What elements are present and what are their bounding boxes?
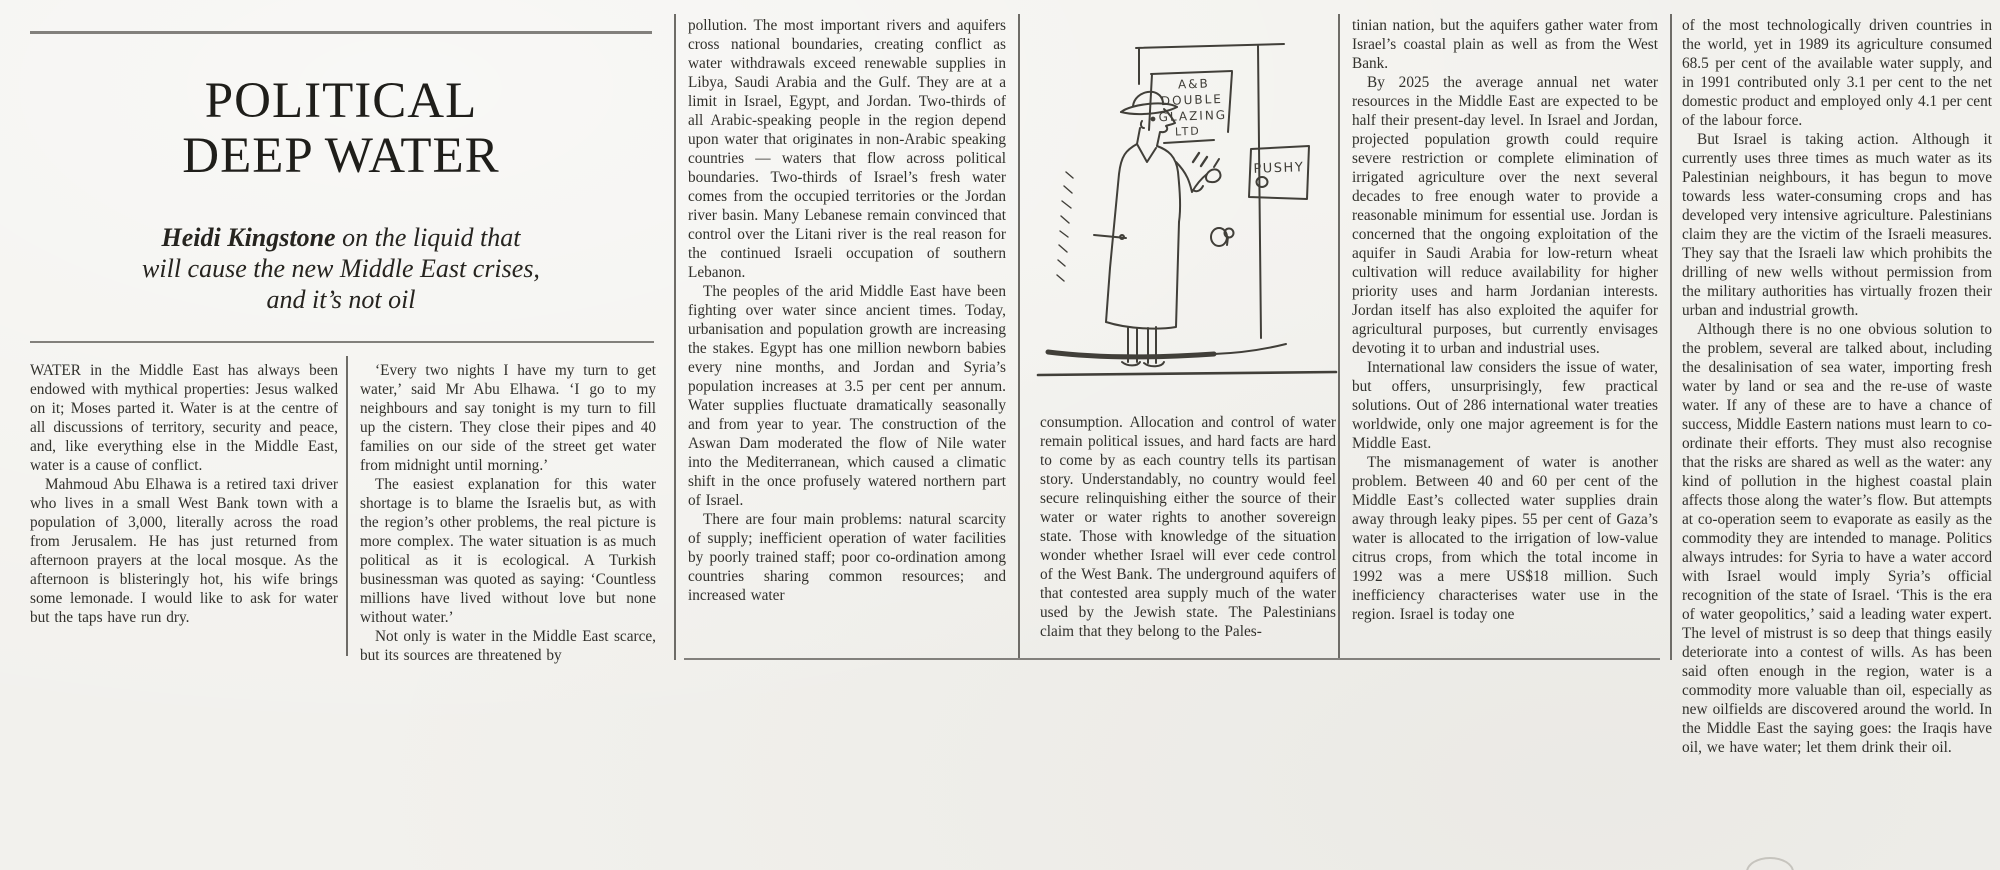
headline-top-rule <box>30 31 652 34</box>
wall-sign-text: PUSHY <box>1253 160 1305 177</box>
door-sign-line-2: DOUBLE <box>1160 91 1224 109</box>
paragraph: The easiest explanation for this water shortage is to blame the Israelis but, as with the region’s other problems, the real picture is more complex. The water situation is as much political as it is ecological. A Turkish businessman was quoted as saying: ‘Countless millions have lived without love but none without water.’ <box>360 476 656 626</box>
cartoon-drawing <box>1036 22 1338 384</box>
paragraph: Although there is no one obvious solution to the problem, several are talked about, including the desalinisation of sea water, importing fresh water by land or sea and the re-use of waste water. If any of these are to have a chance of success, Middle Eastern nations must learn to co-ordinate their efforts. They must also recognise that the risks are shared as well as the water: any kind of pollution in the highest coastal plain affects those along the water’s flow. But attempts at co-operation seem to evaporate as easily as the commodity they are intended to manage. Politics always intrudes: for Syria to have a water accord with Israel would imply Syria’s official recognition of the state of Israel. ‘This is the era of water geopolitics,’ said a leading water expert. The level of mistrust is so deep that things easily deteriorate into a contest of wills. As has been said often enough in the region, water is a commodity more valuable than oil, especially as new oilfields are discovered around the world. In the Middle East the saying goes: the Iraqis have oil, we have water; let them drink their oil. <box>1682 321 1992 756</box>
door-handle-icon <box>1211 228 1234 246</box>
paragraph: Not only is water in the Middle East scarce, but its sources are threatened by <box>360 628 656 664</box>
ear <box>1141 121 1144 128</box>
artist-signature <box>1057 172 1073 281</box>
paragraph: of the most technologically driven countries in the world, yet in 1989 its agriculture consumed 68.5 per cent of the available water supply, and in 1991 contributed only 3.1 per cent to the net domestic product and employed only 4.1 per cent of the labour force. <box>1682 17 1992 129</box>
headline-bottom-rule <box>30 341 654 343</box>
paragraph: WATER in the Middle East has always been endowed with mythical properties: Jesus walked on it; Moses parted it. Water is at the centre of all discussions of territory, security and peace, and, like everything else in the Middle East, water is a cause of conflict. <box>30 362 338 474</box>
text-column-4 <box>1040 413 1336 658</box>
headline-line-2: DEEP WATER <box>182 128 500 184</box>
pointing-finger <box>1214 159 1219 167</box>
knock-marks-icon <box>1193 153 1207 166</box>
article-bottom-rule <box>684 658 1660 660</box>
divider-col1-col2 <box>346 356 348 656</box>
paragraph: But Israel is taking action. Although it currently uses three times as much water as its Palestinian neighbours, it has begun to move towards less water-consuming crops and has developed very intensive agriculture. Palestinians claim they are the victim of the Israeli measures. They say that the Israeli law which prohibits the drilling of new wells without permission from the military authorities has virtually frozen their urban and industrial growth. <box>1682 131 1992 319</box>
text-column-1 <box>30 361 338 661</box>
eye <box>1152 118 1155 121</box>
author-name: Heidi Kingstone <box>161 223 336 252</box>
paragraph: International law considers the issue of water, but offers, unsurprisingly, few practical solutions. Out of 286 international water treaties worldwide, only one major agreement is for the Middle East. <box>1352 359 1658 452</box>
text-column-3 <box>688 16 1006 656</box>
door-sign-line-4: LTD <box>1174 124 1202 139</box>
paragraph: tinian nation, but the aquifers gather water from Israel’s coastal plain as well as from the West Bank. <box>1352 17 1658 72</box>
scan-artifact <box>1746 857 1794 870</box>
divider-col5-col6 <box>1670 14 1672 660</box>
door-sign-line-3: GLAZING <box>1158 107 1228 125</box>
lapel <box>1137 144 1156 162</box>
paragraph: pollution. The most important rivers and aquifers cross national boundaries, creating conflict as water withdrawals exceed renewable supplies in Libya, Saudi Arabia and the Gulf. They are at a limit in Israel, Egypt, and Jordan. Two-thirds of all Arabic-speaking people in the region depend upon water that originates in non-Arabic speaking countries — waters that flow across political boundaries. Two-thirds of Israel’s fresh water comes from the occupied territories or the Jordan river basin. Many Lebanese remain convinced that control over the Litani river is the real reason for the continued Israeli occupation of southern Lebanon. <box>688 17 1006 281</box>
cartoon-baseline <box>1038 372 1336 375</box>
door-sign-line-1: A&B <box>1177 76 1211 92</box>
paragraph: Mahmoud Abu Elhawa is a retired taxi driver who lives in a small West Bank town with a population of 3,000, literally across the road from Jerusalem. He has just returned from afternoon prayers at the local mosque. As the afternoon is blisteringly hot, his wife brings some lemonade. I would like to ask for water but the taps have run dry. <box>30 476 338 626</box>
coat-right <box>1157 146 1180 222</box>
text-column-6 <box>1682 16 1992 856</box>
paragraph: By 2025 the average annual net water resources in the Middle East are expected to be half their present-day level. In Israel and Jordan, projected population growth could require severe restriction or complete elimination of irrigated agriculture over the next several decades to free enough water to provide a reasonable minimum for essential use. Jordan is concerned that the ongoing exploitation of the aquifer in Saudi Arabia for low-return wheat cultivation will reduce availability for higher priority uses and harm Jordanian interests. Jordan itself has also exploited the aquifer for agricultural purposes, but currently envisages devoting it to urban and industrial uses. <box>1352 74 1658 357</box>
ground-line <box>1048 344 1286 357</box>
paragraph: The peoples of the arid Middle East have been fighting over water since ancient times. Today, urbanisation and population growth are increasing the stakes. Egypt has one million newborn babies every nine months, and Jordan and Syria’s population increases at 3.5 per cent per annum. Water supplies fluctuate dramatically seasonally and from year to year. The construction of the Aswan Dam moderated the flow of Nile water into the Mediterranean, which caused a climatic shift in the once profusely watered northern part of Israel. <box>688 283 1006 509</box>
man-figure <box>1094 92 1220 366</box>
editorial-cartoon <box>1036 22 1338 389</box>
standfirst-line-3: and it’s not oil <box>266 285 416 314</box>
sign-circle <box>1257 177 1268 187</box>
paragraph: ‘Every two nights I have my turn to get water,’ said Mr Abu Elhawa. ‘I go to my neighbours and say tonight is my turn to fill up the cistern. They close their pipes and 40 families on our side of the street get water from midnight until morning.’ <box>360 362 656 474</box>
coat-left <box>1106 144 1137 322</box>
fist <box>1206 169 1220 182</box>
standfirst-line-2: will cause the new Middle East crises, <box>142 254 540 283</box>
divider-col2-col3 <box>674 14 676 660</box>
door <box>1136 44 1284 338</box>
divider-col3-col4 <box>1018 14 1020 660</box>
text-column-5 <box>1352 16 1658 656</box>
page-title <box>30 74 652 184</box>
standfirst-line-1 <box>40 222 642 253</box>
headline-line-1: POLITICAL <box>204 73 478 129</box>
paragraph: The mismanagement of water is another problem. Between 40 and 60 per cent of the Middle East’s collected water supplies drain away through leaky pipes. 55 per cent of Gaza’s water is allocated to the irrigation of low-value citrus crops, from which the total income in 1992 was a mere US$18 million. Such inefficiency characterises water use in the region. Israel is today one <box>1352 454 1658 623</box>
divider-col4-col5 <box>1338 14 1340 660</box>
text-column-2 <box>360 361 656 664</box>
standfirst <box>40 222 642 315</box>
paragraph: consumption. Allocation and control of water remain political issues, and hard facts are hard to come by as each country tells its partisan story. Understandably, no country would feel secure relinquishing either the source of their water or water rights to another sovereign state. Those with knowledge of the situation wonder whether Israel will ever cede control of the West Bank. The underground aquifers of that contested area supply much of the water used by the Jewish state. The Palestinians claim that they belong to the Pales- <box>1040 414 1336 640</box>
standfirst-line-1-rest: on the liquid that <box>335 223 521 252</box>
paragraph: There are four main problems: natural scarcity of supply; inefficient operation of water facilities by poorly trained staff; poor co-ordination among countries sharing common resources; and increased water <box>688 511 1006 604</box>
